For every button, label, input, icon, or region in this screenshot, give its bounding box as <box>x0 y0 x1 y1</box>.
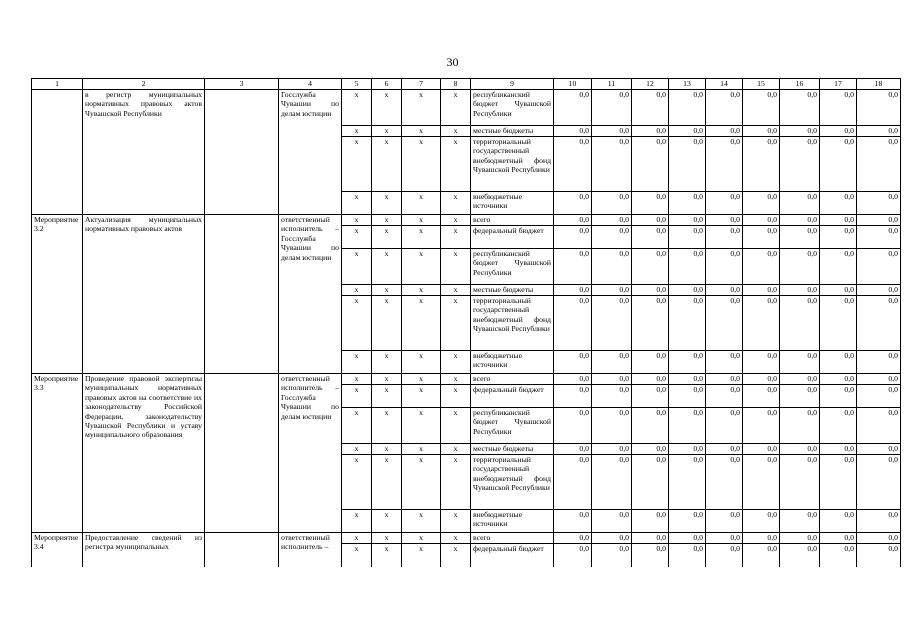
amount-cell: 0,0 <box>780 351 820 374</box>
amount-cell: 0,0 <box>780 90 820 126</box>
classification-cell: х <box>402 385 441 408</box>
classification-cell: х <box>402 215 441 226</box>
page-number: 30 <box>446 55 459 69</box>
amount-cell: 0,0 <box>554 455 592 510</box>
amount-cell: 0,0 <box>592 285 632 296</box>
classification-cell: х <box>402 137 441 192</box>
measure-code-cell: Мероприятие 3.4 <box>32 533 83 567</box>
amount-cell: 0,0 <box>857 296 901 351</box>
classification-cell: х <box>441 455 471 510</box>
funding-source-cell: местные бюджеты <box>471 444 554 455</box>
amount-cell: 0,0 <box>592 408 632 444</box>
table-row <box>32 374 901 385</box>
amount-cell: 0,0 <box>743 296 780 351</box>
classification-cell: х <box>372 296 402 351</box>
classification-cell: х <box>342 226 372 249</box>
amount-cell: 0,0 <box>632 444 669 455</box>
amount-cell: 0,0 <box>632 249 669 285</box>
amount-cell: 0,0 <box>780 126 820 137</box>
classification-cell: х <box>342 126 372 137</box>
amount-cell: 0,0 <box>857 137 901 192</box>
amount-cell: 0,0 <box>743 137 780 192</box>
amount-cell: 0,0 <box>780 455 820 510</box>
amount-cell: 0,0 <box>669 192 706 215</box>
column-header: 8 <box>441 79 471 90</box>
classification-cell: х <box>372 385 402 408</box>
classification-cell: х <box>402 126 441 137</box>
classification-cell: х <box>342 444 372 455</box>
amount-cell: 0,0 <box>669 544 706 567</box>
amount-cell: 0,0 <box>669 215 706 226</box>
classification-cell: х <box>441 444 471 455</box>
classification-cell: х <box>372 444 402 455</box>
classification-cell: х <box>441 137 471 192</box>
amount-cell: 0,0 <box>706 510 743 533</box>
column-header: 5 <box>342 79 372 90</box>
amount-cell: 0,0 <box>857 544 901 567</box>
amount-cell: 0,0 <box>706 285 743 296</box>
amount-cell: 0,0 <box>669 226 706 249</box>
classification-cell: х <box>372 249 402 285</box>
goal-cell <box>205 533 279 567</box>
classification-cell: х <box>372 226 402 249</box>
classification-cell: х <box>402 455 441 510</box>
funding-source-cell: территориальный государственный внебюджетный фонд Чувашской Республики <box>471 137 554 192</box>
amount-cell: 0,0 <box>743 90 780 126</box>
budget-table <box>31 78 901 567</box>
classification-cell: х <box>441 192 471 215</box>
amount-cell: 0,0 <box>554 385 592 408</box>
amount-cell: 0,0 <box>857 408 901 444</box>
classification-cell: х <box>441 510 471 533</box>
amount-cell: 0,0 <box>743 455 780 510</box>
classification-cell: х <box>372 374 402 385</box>
amount-cell: 0,0 <box>857 385 901 408</box>
amount-cell: 0,0 <box>780 408 820 444</box>
amount-cell: 0,0 <box>857 374 901 385</box>
amount-cell: 0,0 <box>632 385 669 408</box>
amount-cell: 0,0 <box>857 226 901 249</box>
amount-cell: 0,0 <box>669 137 706 192</box>
amount-cell: 0,0 <box>706 90 743 126</box>
executor-cell: ответственный исполнитель – Госслужба Чувашии по делам юстиции <box>279 215 342 374</box>
amount-cell: 0,0 <box>706 296 743 351</box>
classification-cell: х <box>372 351 402 374</box>
amount-cell: 0,0 <box>554 215 592 226</box>
amount-cell: 0,0 <box>820 408 857 444</box>
classification-cell: х <box>441 385 471 408</box>
classification-cell: х <box>342 90 372 126</box>
amount-cell: 0,0 <box>743 408 780 444</box>
column-header: 17 <box>820 79 857 90</box>
classification-cell: х <box>441 351 471 374</box>
table-row <box>32 215 901 226</box>
amount-cell: 0,0 <box>592 510 632 533</box>
amount-cell: 0,0 <box>857 510 901 533</box>
classification-cell: х <box>441 533 471 544</box>
classification-cell: х <box>372 285 402 296</box>
amount-cell: 0,0 <box>780 192 820 215</box>
funding-source-cell: республиканский бюджет Чувашской Республики <box>471 249 554 285</box>
amount-cell: 0,0 <box>743 444 780 455</box>
amount-cell: 0,0 <box>780 374 820 385</box>
classification-cell: х <box>342 374 372 385</box>
amount-cell: 0,0 <box>743 374 780 385</box>
classification-cell: х <box>372 137 402 192</box>
column-header: 7 <box>402 79 441 90</box>
amount-cell: 0,0 <box>706 192 743 215</box>
amount-cell: 0,0 <box>669 249 706 285</box>
amount-cell: 0,0 <box>592 544 632 567</box>
classification-cell: х <box>402 444 441 455</box>
amount-cell: 0,0 <box>592 192 632 215</box>
amount-cell: 0,0 <box>820 510 857 533</box>
amount-cell: 0,0 <box>857 215 901 226</box>
amount-cell: 0,0 <box>592 90 632 126</box>
amount-cell: 0,0 <box>857 351 901 374</box>
amount-cell: 0,0 <box>554 192 592 215</box>
measure-title-cell: Предоставление сведений из регистра муниципальных <box>83 533 205 567</box>
funding-source-cell: территориальный государственный внебюджетный фонд Чувашской Республики <box>471 455 554 510</box>
amount-cell: 0,0 <box>632 296 669 351</box>
amount-cell: 0,0 <box>743 351 780 374</box>
amount-cell: 0,0 <box>669 296 706 351</box>
classification-cell: х <box>372 455 402 510</box>
amount-cell: 0,0 <box>669 285 706 296</box>
goal-cell <box>205 90 279 215</box>
amount-cell: 0,0 <box>780 510 820 533</box>
classification-cell: х <box>342 296 372 351</box>
amount-cell: 0,0 <box>706 215 743 226</box>
classification-cell: х <box>402 90 441 126</box>
column-header: 4 <box>279 79 342 90</box>
amount-cell: 0,0 <box>780 215 820 226</box>
amount-cell: 0,0 <box>743 215 780 226</box>
column-header: 9 <box>471 79 554 90</box>
classification-cell: х <box>372 90 402 126</box>
classification-cell: х <box>372 544 402 567</box>
amount-cell: 0,0 <box>743 192 780 215</box>
amount-cell: 0,0 <box>554 444 592 455</box>
amount-cell: 0,0 <box>857 285 901 296</box>
amount-cell: 0,0 <box>592 385 632 408</box>
amount-cell: 0,0 <box>554 90 592 126</box>
classification-cell: х <box>342 215 372 226</box>
funding-source-cell: федеральный бюджет <box>471 385 554 408</box>
amount-cell: 0,0 <box>632 90 669 126</box>
amount-cell: 0,0 <box>706 374 743 385</box>
column-header: 11 <box>592 79 632 90</box>
amount-cell: 0,0 <box>632 510 669 533</box>
amount-cell: 0,0 <box>706 444 743 455</box>
column-header: 13 <box>669 79 706 90</box>
amount-cell: 0,0 <box>632 285 669 296</box>
classification-cell: х <box>402 192 441 215</box>
funding-source-cell: внебюджетные источники <box>471 192 554 215</box>
classification-cell: х <box>402 408 441 444</box>
amount-cell: 0,0 <box>632 455 669 510</box>
amount-cell: 0,0 <box>669 533 706 544</box>
amount-cell: 0,0 <box>592 351 632 374</box>
classification-cell: х <box>441 296 471 351</box>
amount-cell: 0,0 <box>669 126 706 137</box>
amount-cell: 0,0 <box>632 215 669 226</box>
classification-cell: х <box>342 544 372 567</box>
amount-cell: 0,0 <box>780 544 820 567</box>
classification-cell: х <box>441 215 471 226</box>
amount-cell: 0,0 <box>554 533 592 544</box>
classification-cell: х <box>372 533 402 544</box>
column-header: 2 <box>83 79 205 90</box>
amount-cell: 0,0 <box>554 296 592 351</box>
amount-cell: 0,0 <box>820 544 857 567</box>
amount-cell: 0,0 <box>857 126 901 137</box>
amount-cell: 0,0 <box>706 533 743 544</box>
amount-cell: 0,0 <box>592 249 632 285</box>
column-header: 10 <box>554 79 592 90</box>
amount-cell: 0,0 <box>743 285 780 296</box>
classification-cell: х <box>402 351 441 374</box>
table-body <box>32 90 901 567</box>
amount-cell: 0,0 <box>820 351 857 374</box>
amount-cell: 0,0 <box>857 249 901 285</box>
measure-code-cell: Мероприятие 3.2 <box>32 215 83 374</box>
table-row <box>32 533 901 544</box>
amount-cell: 0,0 <box>706 226 743 249</box>
amount-cell: 0,0 <box>632 533 669 544</box>
classification-cell: х <box>342 137 372 192</box>
amount-cell: 0,0 <box>669 444 706 455</box>
amount-cell: 0,0 <box>706 249 743 285</box>
amount-cell: 0,0 <box>669 351 706 374</box>
amount-cell: 0,0 <box>669 455 706 510</box>
classification-cell: х <box>441 90 471 126</box>
measure-code-cell <box>32 90 83 215</box>
amount-cell: 0,0 <box>592 126 632 137</box>
amount-cell: 0,0 <box>632 126 669 137</box>
funding-source-cell: внебюджетные источники <box>471 510 554 533</box>
amount-cell: 0,0 <box>743 385 780 408</box>
amount-cell: 0,0 <box>780 137 820 192</box>
table-row <box>32 90 901 126</box>
classification-cell: х <box>372 215 402 226</box>
amount-cell: 0,0 <box>743 533 780 544</box>
funding-source-cell: территориальный государственный внебюджетный фонд Чувашской Республики <box>471 296 554 351</box>
measure-code-cell: Мероприятие 3.3 <box>32 374 83 533</box>
amount-cell: 0,0 <box>632 374 669 385</box>
amount-cell: 0,0 <box>820 444 857 455</box>
amount-cell: 0,0 <box>632 192 669 215</box>
measure-title-cell: Проведение правовой экспертизы муниципальных нормативных правовых актов на соответствие их законодательству Российской Федерации, законодательству Чувашской Республики и уставу муниципального образования <box>83 374 205 533</box>
amount-cell: 0,0 <box>669 385 706 408</box>
amount-cell: 0,0 <box>780 285 820 296</box>
funding-source-cell: федеральный бюджет <box>471 226 554 249</box>
amount-cell: 0,0 <box>820 90 857 126</box>
amount-cell: 0,0 <box>820 374 857 385</box>
amount-cell: 0,0 <box>632 226 669 249</box>
classification-cell: х <box>342 192 372 215</box>
classification-cell: х <box>342 249 372 285</box>
amount-cell: 0,0 <box>820 455 857 510</box>
amount-cell: 0,0 <box>592 137 632 192</box>
amount-cell: 0,0 <box>554 126 592 137</box>
amount-cell: 0,0 <box>706 408 743 444</box>
column-header: 15 <box>743 79 780 90</box>
classification-cell: х <box>342 408 372 444</box>
amount-cell: 0,0 <box>706 126 743 137</box>
amount-cell: 0,0 <box>820 533 857 544</box>
amount-cell: 0,0 <box>554 544 592 567</box>
classification-cell: х <box>441 408 471 444</box>
amount-cell: 0,0 <box>820 385 857 408</box>
measure-title-cell: в регистр муниципальных нормативных правовых актов Чувашской Республики <box>83 90 205 215</box>
amount-cell: 0,0 <box>632 408 669 444</box>
measure-title-cell: Актуализация муниципальных нормативных правовых актов <box>83 215 205 374</box>
classification-cell: х <box>402 226 441 249</box>
classification-cell: х <box>441 226 471 249</box>
amount-cell: 0,0 <box>706 544 743 567</box>
column-header: 12 <box>632 79 669 90</box>
classification-cell: х <box>342 510 372 533</box>
funding-source-cell: республиканский бюджет Чувашской Республики <box>471 90 554 126</box>
classification-cell: х <box>372 510 402 533</box>
executor-cell: Госслужба Чувашии по делам юстиции <box>279 90 342 215</box>
classification-cell: х <box>342 385 372 408</box>
amount-cell: 0,0 <box>554 351 592 374</box>
classification-cell: х <box>342 533 372 544</box>
funding-source-cell: местные бюджеты <box>471 126 554 137</box>
amount-cell: 0,0 <box>743 544 780 567</box>
classification-cell: х <box>441 285 471 296</box>
amount-cell: 0,0 <box>632 544 669 567</box>
amount-cell: 0,0 <box>857 444 901 455</box>
amount-cell: 0,0 <box>706 455 743 510</box>
amount-cell: 0,0 <box>554 137 592 192</box>
amount-cell: 0,0 <box>780 249 820 285</box>
funding-source-cell: всего <box>471 215 554 226</box>
amount-cell: 0,0 <box>592 444 632 455</box>
column-header: 6 <box>372 79 402 90</box>
funding-source-cell: федеральный бюджет <box>471 544 554 567</box>
amount-cell: 0,0 <box>669 374 706 385</box>
amount-cell: 0,0 <box>554 374 592 385</box>
column-header: 16 <box>780 79 820 90</box>
amount-cell: 0,0 <box>669 90 706 126</box>
amount-cell: 0,0 <box>554 285 592 296</box>
classification-cell: х <box>342 285 372 296</box>
amount-cell: 0,0 <box>780 533 820 544</box>
goal-cell <box>205 374 279 533</box>
amount-cell: 0,0 <box>554 249 592 285</box>
amount-cell: 0,0 <box>857 192 901 215</box>
amount-cell: 0,0 <box>857 455 901 510</box>
funding-source-cell: республиканский бюджет Чувашской Республики <box>471 408 554 444</box>
amount-cell: 0,0 <box>743 249 780 285</box>
classification-cell: х <box>402 249 441 285</box>
amount-cell: 0,0 <box>743 126 780 137</box>
column-header: 3 <box>205 79 279 90</box>
column-header: 14 <box>706 79 743 90</box>
classification-cell: х <box>402 296 441 351</box>
amount-cell: 0,0 <box>857 533 901 544</box>
amount-cell: 0,0 <box>780 385 820 408</box>
amount-cell: 0,0 <box>743 510 780 533</box>
funding-source-cell: всего <box>471 374 554 385</box>
funding-source-cell: местные бюджеты <box>471 285 554 296</box>
amount-cell: 0,0 <box>780 444 820 455</box>
amount-cell: 0,0 <box>592 533 632 544</box>
classification-cell: х <box>342 351 372 374</box>
amount-cell: 0,0 <box>706 351 743 374</box>
goal-cell <box>205 215 279 374</box>
classification-cell: х <box>441 544 471 567</box>
amount-cell: 0,0 <box>706 385 743 408</box>
classification-cell: х <box>372 126 402 137</box>
amount-cell: 0,0 <box>743 226 780 249</box>
amount-cell: 0,0 <box>780 226 820 249</box>
amount-cell: 0,0 <box>820 137 857 192</box>
column-header: 1 <box>32 79 83 90</box>
amount-cell: 0,0 <box>820 192 857 215</box>
classification-cell: х <box>402 544 441 567</box>
classification-cell: х <box>441 126 471 137</box>
amount-cell: 0,0 <box>820 226 857 249</box>
funding-source-cell: внебюджетные источники <box>471 351 554 374</box>
amount-cell: 0,0 <box>669 408 706 444</box>
classification-cell: х <box>372 192 402 215</box>
executor-cell: ответственный исполнитель – <box>279 533 342 567</box>
column-header: 18 <box>857 79 901 90</box>
amount-cell: 0,0 <box>857 90 901 126</box>
amount-cell: 0,0 <box>820 126 857 137</box>
amount-cell: 0,0 <box>820 285 857 296</box>
amount-cell: 0,0 <box>592 374 632 385</box>
classification-cell: х <box>342 455 372 510</box>
amount-cell: 0,0 <box>592 455 632 510</box>
amount-cell: 0,0 <box>820 249 857 285</box>
amount-cell: 0,0 <box>554 510 592 533</box>
table-header <box>32 79 901 90</box>
amount-cell: 0,0 <box>632 351 669 374</box>
amount-cell: 0,0 <box>820 215 857 226</box>
classification-cell: х <box>402 285 441 296</box>
header-row <box>32 79 901 90</box>
classification-cell: х <box>372 408 402 444</box>
amount-cell: 0,0 <box>706 137 743 192</box>
amount-cell: 0,0 <box>669 510 706 533</box>
classification-cell: х <box>441 249 471 285</box>
classification-cell: х <box>402 533 441 544</box>
amount-cell: 0,0 <box>592 226 632 249</box>
classification-cell: х <box>402 510 441 533</box>
amount-cell: 0,0 <box>820 296 857 351</box>
amount-cell: 0,0 <box>554 408 592 444</box>
executor-cell: ответственный исполнитель – Госслужба Чувашии по делам юстиции <box>279 374 342 533</box>
amount-cell: 0,0 <box>632 137 669 192</box>
classification-cell: х <box>402 374 441 385</box>
amount-cell: 0,0 <box>592 215 632 226</box>
amount-cell: 0,0 <box>554 226 592 249</box>
classification-cell: х <box>441 374 471 385</box>
amount-cell: 0,0 <box>780 296 820 351</box>
amount-cell: 0,0 <box>592 296 632 351</box>
funding-source-cell: всего <box>471 533 554 544</box>
